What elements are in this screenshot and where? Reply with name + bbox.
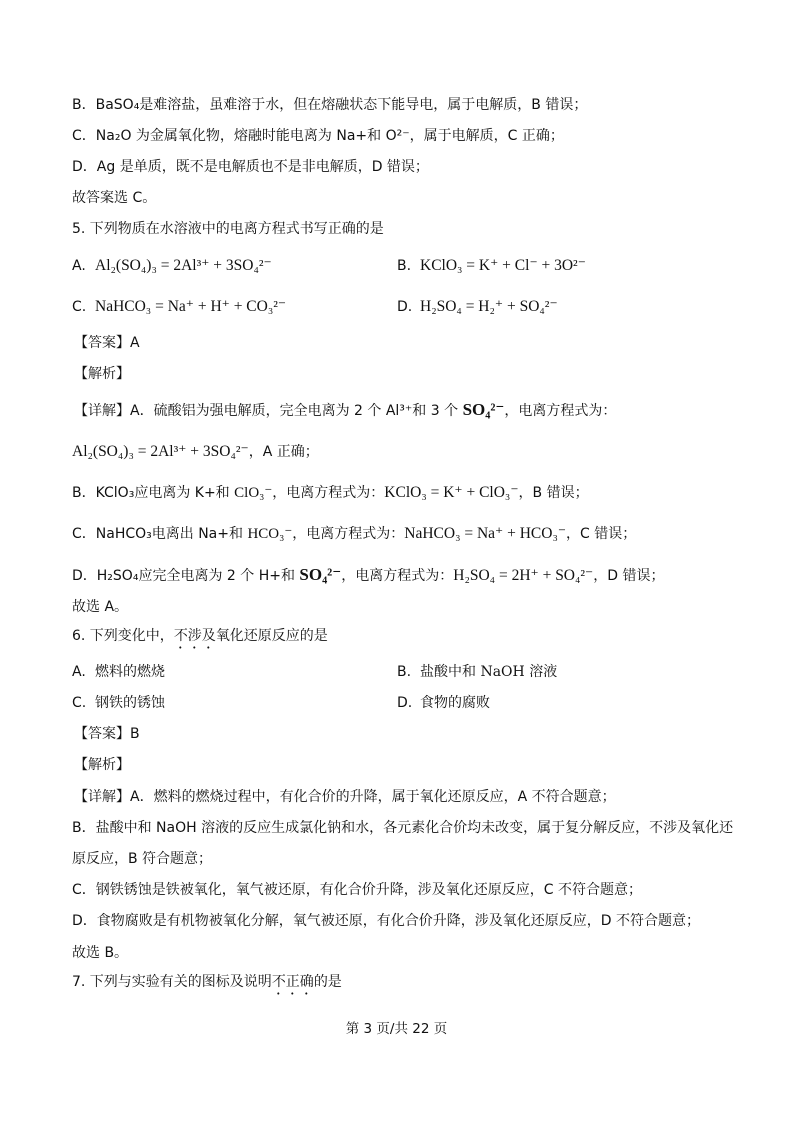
q5-stem: 5. 下列物质在水溶液中的电离方程式书写正确的是: [72, 221, 384, 237]
option-text: 燃料的燃烧: [95, 664, 165, 680]
q6-option-c: [72, 693, 165, 713]
detail-text: ，电离方程式为：: [504, 403, 617, 419]
detail-text: D．H₂SO₄应完全电离为 2 个 H+和: [72, 568, 300, 584]
q6-detail-b: B．盐酸中和 NaOH 溶液的反应生成氯化钠和水，各元素化合价均未改变，属于复分解反应，不涉及氧化还: [72, 820, 734, 836]
option-equation: NaHCO₃ = Na⁺ + H⁺ + CO₃²⁻: [95, 298, 287, 315]
option-text: 溶液: [524, 664, 558, 680]
q6-answer: 【答案】B: [74, 726, 140, 742]
q4-explanation-d: D．Ag 是单质，既不是电解质也不是非电解质，D 错误；: [72, 159, 429, 175]
q5-option-a: [72, 256, 272, 276]
detail-text: ，电离方程式为：: [341, 568, 454, 584]
stem-text: 的是: [313, 974, 342, 990]
q7-stem: [72, 972, 342, 998]
option-label: C.: [72, 695, 87, 711]
q5-detail-d: [72, 565, 664, 586]
option-equation: KClO₃ = K⁺ + Cl⁻ + 3O²⁻: [420, 257, 586, 274]
q6-analysis-heading: 【解析】: [74, 757, 130, 773]
q5-option-b: [397, 256, 586, 276]
q4-conclusion: 故答案选 C。: [72, 190, 157, 206]
q4-explanation-b: B．BaSO₄是难溶盐，虽难溶于水，但在熔融状态下能导电，属于电解质，B 错误；: [72, 97, 588, 113]
q5-detail-a: [74, 400, 616, 421]
stem-text: 氧化还原反应的是: [215, 628, 328, 644]
q5-answer: 【答案】A: [74, 335, 140, 351]
q6-option-b: [397, 662, 557, 682]
detail-verdict: ，A 正确；: [248, 444, 319, 460]
q5-option-c: [72, 297, 286, 317]
ion-formula: HCO₃⁻: [247, 526, 293, 542]
q4-explanation-c: C．Na₂O 为金属氧化物，熔融时能电离为 Na+和 O²⁻，属于电解质，C 正确；: [72, 128, 564, 144]
ionization-equation: H₂SO₄ = 2H⁺ + SO₄²⁻: [453, 567, 594, 584]
q5-detail-b: [72, 483, 589, 503]
option-label: B.: [397, 664, 412, 680]
detail-text: B．KClO₃应电离为 K+和: [72, 485, 235, 501]
option-label: B.: [397, 258, 412, 274]
detail-verdict: ，C 错误；: [566, 526, 637, 542]
ionization-equation: KClO₃ = K⁺ + ClO₃⁻: [384, 484, 519, 501]
q5-analysis-heading: 【解析】: [74, 366, 130, 382]
option-label: D.: [397, 695, 413, 711]
q5-detail-a-equation: [72, 442, 319, 462]
q6-conclusion: 故选 B。: [72, 945, 129, 961]
option-label: A.: [72, 664, 86, 680]
q5-option-d: [397, 297, 558, 317]
q6-option-a: [72, 662, 165, 682]
q5-conclusion: 故选 A。: [72, 599, 129, 615]
option-text: 食物的腐败: [420, 695, 490, 711]
page-number: 第 3 页/共 22 页: [345, 1021, 448, 1037]
q6-detail-a: 【详解】A．燃料的燃烧过程中，有化合价的升降，属于氧化还原反应，A 不符合题意；: [74, 789, 616, 805]
stem-text: 6. 下列变化中，: [72, 628, 174, 644]
detail-verdict: ，B 错误；: [518, 485, 589, 501]
q5-detail-c: [72, 524, 636, 544]
ion-formula: SO₄²⁻: [462, 400, 505, 419]
detail-verdict: ，D 错误；: [593, 568, 665, 584]
q6-option-d: [397, 693, 490, 713]
stem-text: 7. 下列与实验有关的图标及说明: [72, 974, 272, 990]
option-label: A.: [72, 258, 86, 274]
chemical-formula: NaOH: [480, 664, 525, 680]
detail-text: ，电离方程式为：: [272, 485, 385, 501]
ionization-equation: NaHCO₃ = Na⁺ + HCO₃⁻: [404, 525, 567, 542]
option-equation: H₂SO₄ = H₂⁺ + SO₄²⁻: [420, 298, 558, 315]
option-text: 盐酸中和: [420, 664, 481, 680]
detail-text: C．NaHCO₃电离出 Na+和: [72, 526, 248, 542]
q6-stem: [72, 626, 328, 652]
q6-detail-b-continued: 原反应，B 符合题意；: [72, 851, 213, 867]
ion-formula: SO₄²⁻: [299, 565, 342, 584]
detail-text: 【详解】A．硫酸铝为强电解质，完全电离为 2 个 Al³⁺和 3 个: [74, 403, 463, 419]
stem-emphasis: 不正确: [271, 974, 314, 990]
option-equation: Al₂(SO₄)₃ = 2Al³⁺ + 3SO₄²⁻: [95, 257, 272, 274]
option-label: D.: [397, 299, 413, 315]
ion-formula: ClO₃⁻: [234, 485, 273, 501]
detail-text: ，电离方程式为：: [292, 526, 405, 542]
q6-detail-c: C．钢铁锈蚀是铁被氧化，氧气被还原，有化合价升降，涉及氧化还原反应，C 不符合题意；: [72, 882, 642, 898]
q6-detail-d: D．食物腐败是有机物被氧化分解，氧气被还原，有化合价升降，涉及氧化还原反应，D 不符合题意；: [72, 913, 701, 929]
stem-emphasis: 不涉及: [173, 628, 216, 644]
option-text: 钢铁的锈蚀: [95, 695, 165, 711]
option-label: C.: [72, 299, 87, 315]
ionization-equation: Al₂(SO₄)₃ = 2Al³⁺ + 3SO₄²⁻: [72, 443, 249, 460]
